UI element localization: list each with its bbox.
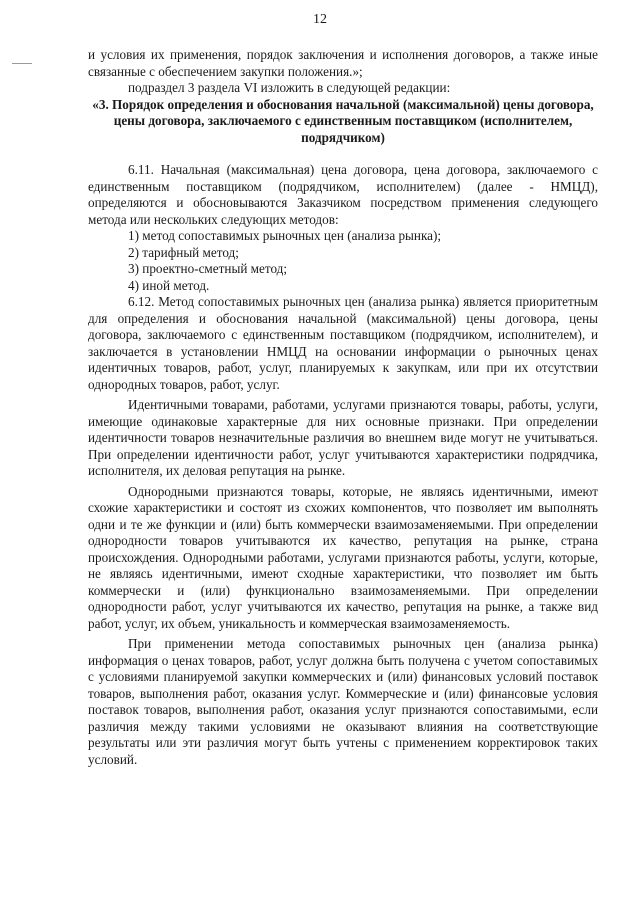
intro-paragraph: и условия их применения, порядок заключения и исполнения договоров, а также иные связанные с обеспечением закупки положения.»; <box>88 47 598 79</box>
paragraph-6-12: 6.12. Метод сопоставимых рыночных цен (анализа рынка) является приоритетным для определения и обоснования начальной (максимальной) цены договора, цены договора, заключаемого с единственным поставщиком (подрядчиком, исполнителем), и заключается в установлении НМЦД на основании информации о рыночных ценах идентичных товаров, работ, услуг, планируемых к закупкам, или при их отсутствии однородных товаров, работ, услуг. <box>88 294 598 392</box>
method-application-paragraph: При применении метода сопоставимых рыночных цен (анализа рынка) информация о ценах товаров, работ, услуг должна быть получена с учетом сопоставимых с условиями планируемой закупки коммерческих и (или) финансовых условий поставок товаров, выполнения работ, оказания услуг. Коммерческие и (или) финансовые условия поставок товаров, выполнения работ, оказания услуг признаются сопоставимыми, если различия между такими условиями не оказывают влияния на соответствующие результаты или эти различия могут быть учтены с применением корректировок таких условий. <box>88 636 598 767</box>
paragraph-6-11: 6.11. Начальная (максимальная) цена договора, цена договора, заключаемого с единственным поставщиком (подрядчиком, исполнителем) (далее - НМЦД), определяются и обосновываются Заказчиком посредством применения следующего метода или нескольких следующих методов: <box>88 162 598 227</box>
spacer <box>88 146 598 162</box>
margin-mark <box>12 63 32 64</box>
method-list-item: 3) проектно-сметный метод; <box>128 261 288 276</box>
method-list-item: 2) тарифный метод; <box>128 244 239 260</box>
method-list-item: 4) иной метод. <box>128 277 210 293</box>
section-heading: «3. Порядок определения и обоснования начальной (максимальной) цены договора, цены договора, заключаемого с единственным поставщиком (исполнителем, подрядчиком) <box>92 96 594 145</box>
method-list-item: 1) метод сопоставимых рыночных цен (анализа рынка); <box>128 228 442 243</box>
subsection-instruction: подраздел 3 раздела VI изложить в следующей редакции: <box>128 80 451 95</box>
identical-goods-paragraph: Идентичными товарами, работами, услугами признаются товары, работы, услуги, имеющие одинаковые характерные для них основные признаки. При определении идентичности товаров незначительные различия во внешнем виде могут не учитываться. При определении идентичности работ, услуг учитываются характеристики подрядчика, исполнителя, их деловая репутация на рынке. <box>88 397 598 478</box>
homogeneous-goods-paragraph: Однородными признаются товары, которые, не являясь идентичными, имеют схожие характеристики и состоят из схожих компонентов, что позволяет им выполнять одни и те же функции и (или) быть коммерчески взаимозаменяемыми. При определении однородности товаров учитываются их качество, репутация на рынке, страна происхождения. Однородными работами, услугами признаются работы, услуги, которые, не являясь идентичными, имеют сходные характеристики, что позволяет им быть коммерчески и (или) функционально взаимозаменяемыми. При определении однородности работ, услуг учитываются их качество, репутация на рынке, а также вид работ, услуг, их объем, уникальность и коммерческая взаимозаменяемость. <box>88 483 598 631</box>
document-body <box>88 47 598 768</box>
page-number: 12 <box>313 12 327 27</box>
